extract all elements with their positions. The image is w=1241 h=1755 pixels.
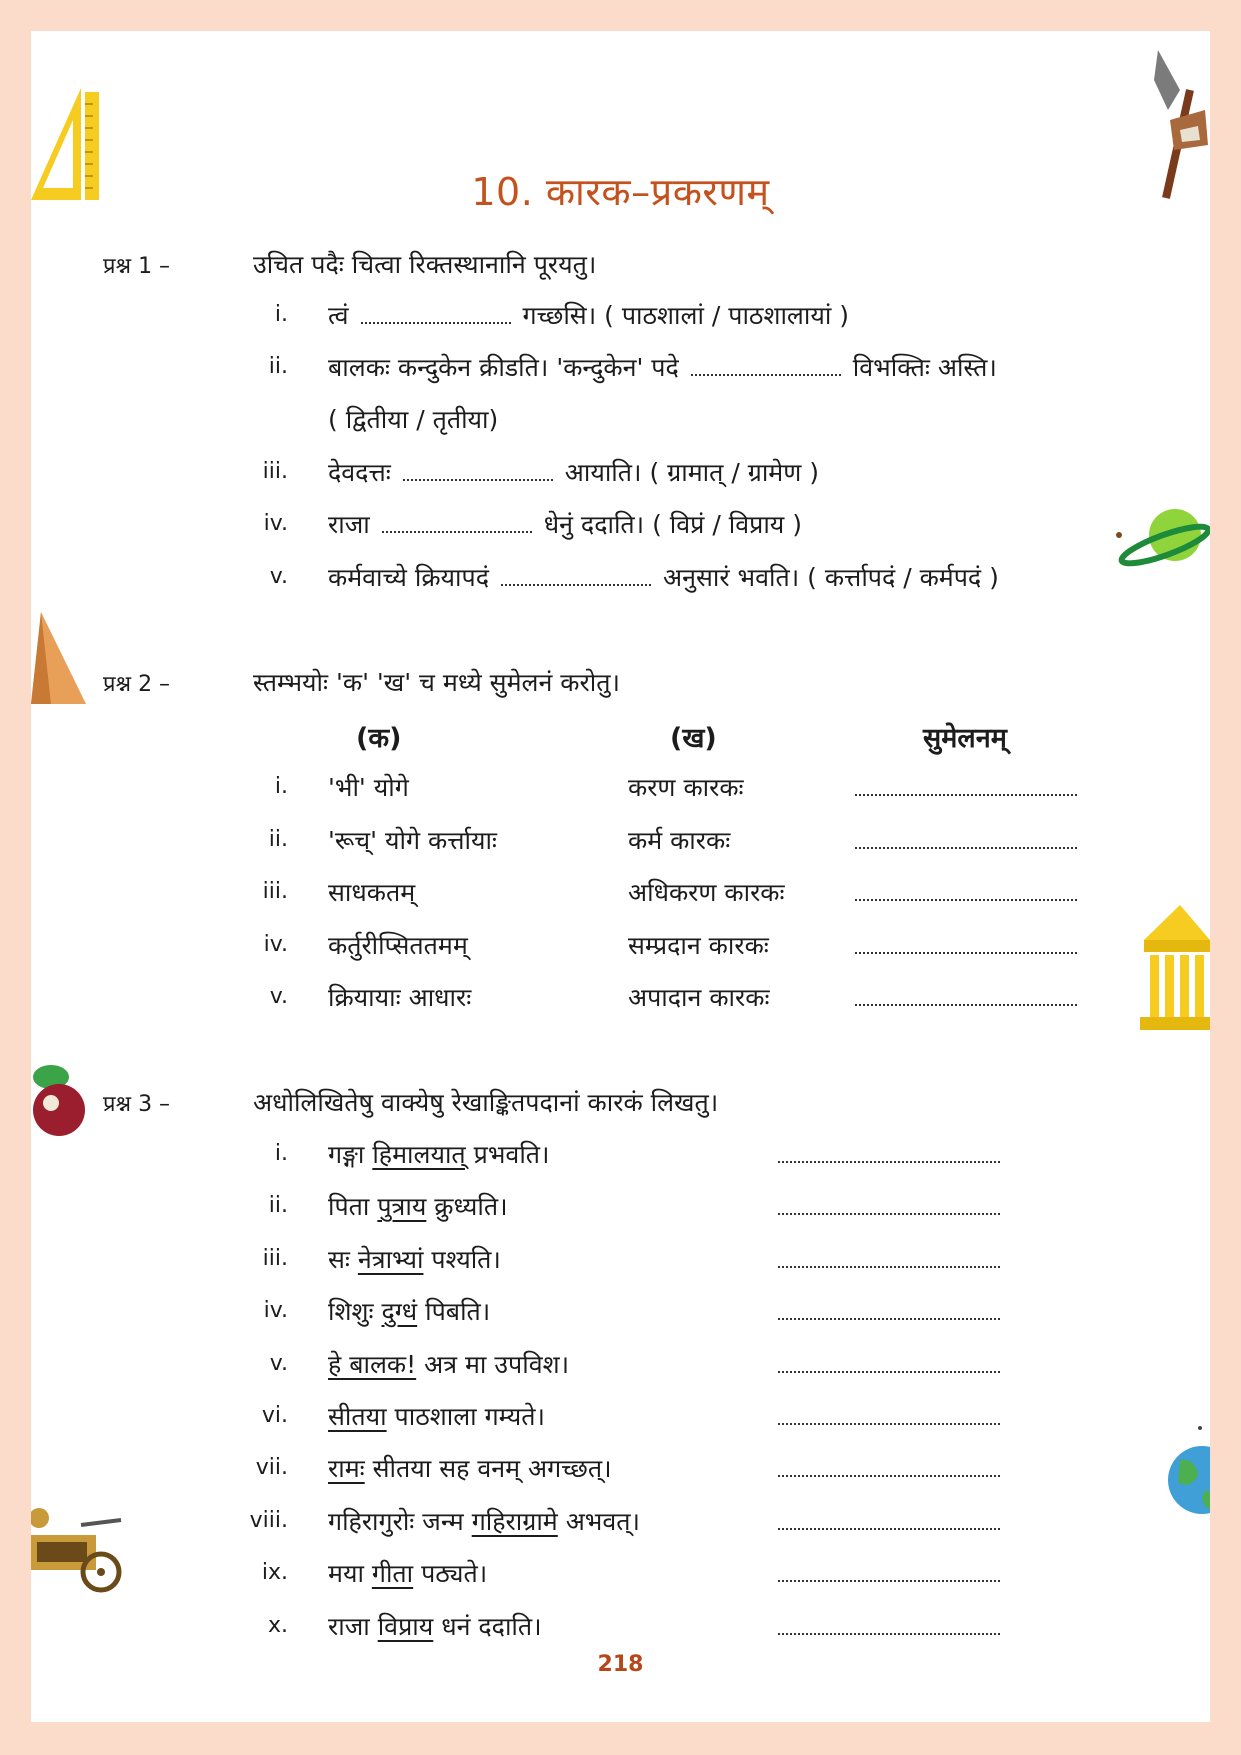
karaka-answer-blank[interactable] [778,1528,1000,1530]
q2-row-number: iii. [262,879,288,904]
q3-item-number: iv. [263,1298,288,1324]
q3-underlined-word: गीता [371,1559,414,1589]
q1-item-number: i. [274,302,288,327]
q3-sentence [328,1189,508,1223]
q1-item-before: बालकः कन्दुकेन क्रीडति। 'कन्दुकेन' पदे [328,353,679,382]
q1-item-number: ii. [268,354,288,379]
q3-sentence-post: पिबति। [417,1297,491,1327]
q3-item-number: x. [267,1612,288,1638]
q2-column-a-item: कर्तुरीप्सिततमम् [328,930,468,960]
q2-column-a-item: साधकतम् [328,878,416,907]
q1-item-text [328,507,802,541]
karaka-answer-blank[interactable] [778,1423,1000,1425]
q2-column-a-item: 'रूच्' योगे कर्त्तायाः [328,825,497,855]
karaka-answer-blank[interactable] [778,1580,1000,1582]
q3-sentence-pre: शिशुः [328,1297,382,1327]
q3-sentence-post: पाठशाला गम्यते। [386,1402,546,1431]
column-b-header: (ख) [670,723,717,754]
q2-column-b-item: अधिकरण कारकः [628,878,785,907]
q1-item-text [328,298,849,332]
q3-item-number: ix. [261,1560,288,1586]
q2-row-number: i. [274,774,288,799]
page-number: 218 [597,1652,644,1677]
q3-sentence-post: अत्र मा उपविश। [416,1349,570,1379]
match-answer-blank[interactable] [855,794,1077,796]
q3-sentence [328,1504,640,1538]
match-answer-blank[interactable] [855,952,1077,954]
q3-sentence [328,1137,550,1171]
q3-sentence-pre: गहिरागुरोः जन्म [328,1506,472,1536]
q2-label: प्रश्न 2 – [103,672,171,697]
page-title: 10. कारक–प्रकरणम् [471,170,770,214]
planet-icon [1115,505,1210,575]
q3-underlined-word: दुग्धं [381,1297,418,1327]
q1-item-number: iv. [263,511,288,536]
q3-sentence-post: अभवत्। [557,1506,641,1536]
page-sheet [31,31,1210,1722]
match-answer-blank[interactable] [855,1004,1077,1006]
q2-column-a-item: 'भी' योगे [328,773,409,802]
q3-underlined-word: गहिराग्रामे [471,1506,558,1536]
answer-blank[interactable] [691,354,841,376]
q3-sentence [328,1242,501,1276]
q1-item-after: आयाति। ( ग्रामात् / ग्रामेण ) [564,458,820,487]
q1-item-after: धेनुं ददाति। ( विप्रं / विप्राय ) [543,510,802,539]
q1-item-after: अनुसारं भवति। ( कर्त्तापदं / कर्मपदं ) [663,563,999,592]
q3-sentence-post: पश्यति। [423,1244,501,1274]
q1-item-before: राजा [328,510,370,539]
q3-sentence-post: पठ्यते। [413,1559,488,1589]
q3-sentence-post: धनं ददाति। [433,1611,542,1641]
karaka-answer-blank[interactable] [778,1475,1000,1477]
q1-item-before: त्वं [328,301,349,330]
q3-sentence [328,1294,490,1328]
q3-sentence-pre: पिता [328,1192,378,1222]
q3-sentence-pre: मया [328,1559,372,1589]
match-answer-blank[interactable] [855,847,1077,849]
temple-icon [1140,905,1210,1030]
q1-instruction: उचित पदैः चित्वा रिक्तस्थानानि पूरयतु। [253,250,597,279]
q2-row-number: v. [269,984,288,1009]
q2-row-number: iv. [263,931,288,957]
q3-sentence [328,1399,545,1433]
q1-item-number: v. [269,564,288,589]
q2-column-b-item: करण कारकः [628,773,744,802]
q3-underlined-word: हे बालक! [328,1349,417,1379]
q3-item-number: i. [274,1141,288,1166]
q3-sentence-pre: सः [328,1244,358,1274]
q3-sentence [328,1451,612,1485]
q3-sentence [328,1609,542,1643]
column-c-header: सुमेलनम् [923,723,1007,754]
q3-item-number: vi. [261,1403,288,1428]
q3-sentence-pre: राजा [328,1611,378,1641]
globe-icon [1160,1420,1210,1520]
q3-underlined-word: सीतया [328,1402,387,1431]
chariot-icon [31,1500,126,1595]
q3-underlined-word: रामः [328,1454,365,1484]
answer-blank[interactable] [501,564,651,586]
q3-sentence [328,1347,569,1381]
karaka-answer-blank[interactable] [778,1371,1000,1373]
answer-blank[interactable] [403,459,553,481]
q3-item-number: v. [269,1350,288,1376]
karaka-answer-blank[interactable] [778,1213,1000,1215]
q3-sentence-post: सीतया सह वनम् अगच्छत्। [364,1454,612,1484]
q3-item-number: ii. [268,1193,288,1219]
match-answer-blank[interactable] [855,899,1077,901]
karaka-answer-blank[interactable] [778,1161,1000,1163]
q3-item-number: viii. [249,1507,288,1533]
q3-item-number: iii. [262,1245,288,1271]
q2-column-b-item: कर्म कारकः [628,825,731,855]
answer-blank[interactable] [361,302,511,324]
q3-underlined-word: नेत्राभ्यां [357,1244,424,1274]
q1-item-text [328,560,999,594]
q1-item-before: देवदत्तः [328,458,391,487]
q1-item-number: iii. [262,459,288,484]
karaka-answer-blank[interactable] [778,1318,1000,1320]
q3-instruction: अधोलिखितेषु वाक्येषु रेखाङ्कितपदानां कारकं लिखतु। [253,1088,719,1117]
q1-item-text [328,455,819,489]
flower-icon [31,1055,86,1155]
q2-row-number: ii. [268,826,288,852]
answer-blank[interactable] [382,511,532,533]
q1-label: प्रश्न 1 – [103,254,171,279]
q1-item-after: विभक्तिः अस्ति। [852,353,997,382]
q3-sentence [328,1556,487,1590]
q3-sentence-pre: गङ्गा [328,1140,373,1169]
q3-sentence-post: प्रभवति। [465,1140,550,1169]
pyramid-icon [31,612,86,704]
q2-column-a-item: क्रियायाः आधारः [328,983,472,1012]
q1-item-after: गच्छसि। ( पाठशालां / पाठशालायां ) [522,301,850,330]
q1-item-continuation: ( द्वितीया / तृतीया) [328,405,499,434]
q3-label: प्रश्न 3 – [103,1092,171,1117]
q1-item-before: कर्मवाच्ये क्रियापदं [328,563,489,592]
q1-item-text [328,350,997,384]
karaka-answer-blank[interactable] [778,1633,1000,1635]
q3-item-number: vii. [255,1455,288,1481]
q3-underlined-word: हिमालयात् [372,1140,466,1169]
q3-underlined-word: विप्राय [377,1611,434,1641]
q3-underlined-word: पुत्राय [377,1192,427,1222]
column-a-header: (क) [356,723,402,754]
q2-column-b-item: सम्प्रदान कारकः [628,930,769,960]
q3-sentence-post: क्रुध्यति। [426,1192,508,1222]
q2-column-b-item: अपादान कारकः [628,983,770,1012]
karaka-answer-blank[interactable] [778,1266,1000,1268]
q2-instruction: स्तम्भयोः 'क' 'ख' च मध्ये सुमेलनं करोतु। [253,668,620,697]
